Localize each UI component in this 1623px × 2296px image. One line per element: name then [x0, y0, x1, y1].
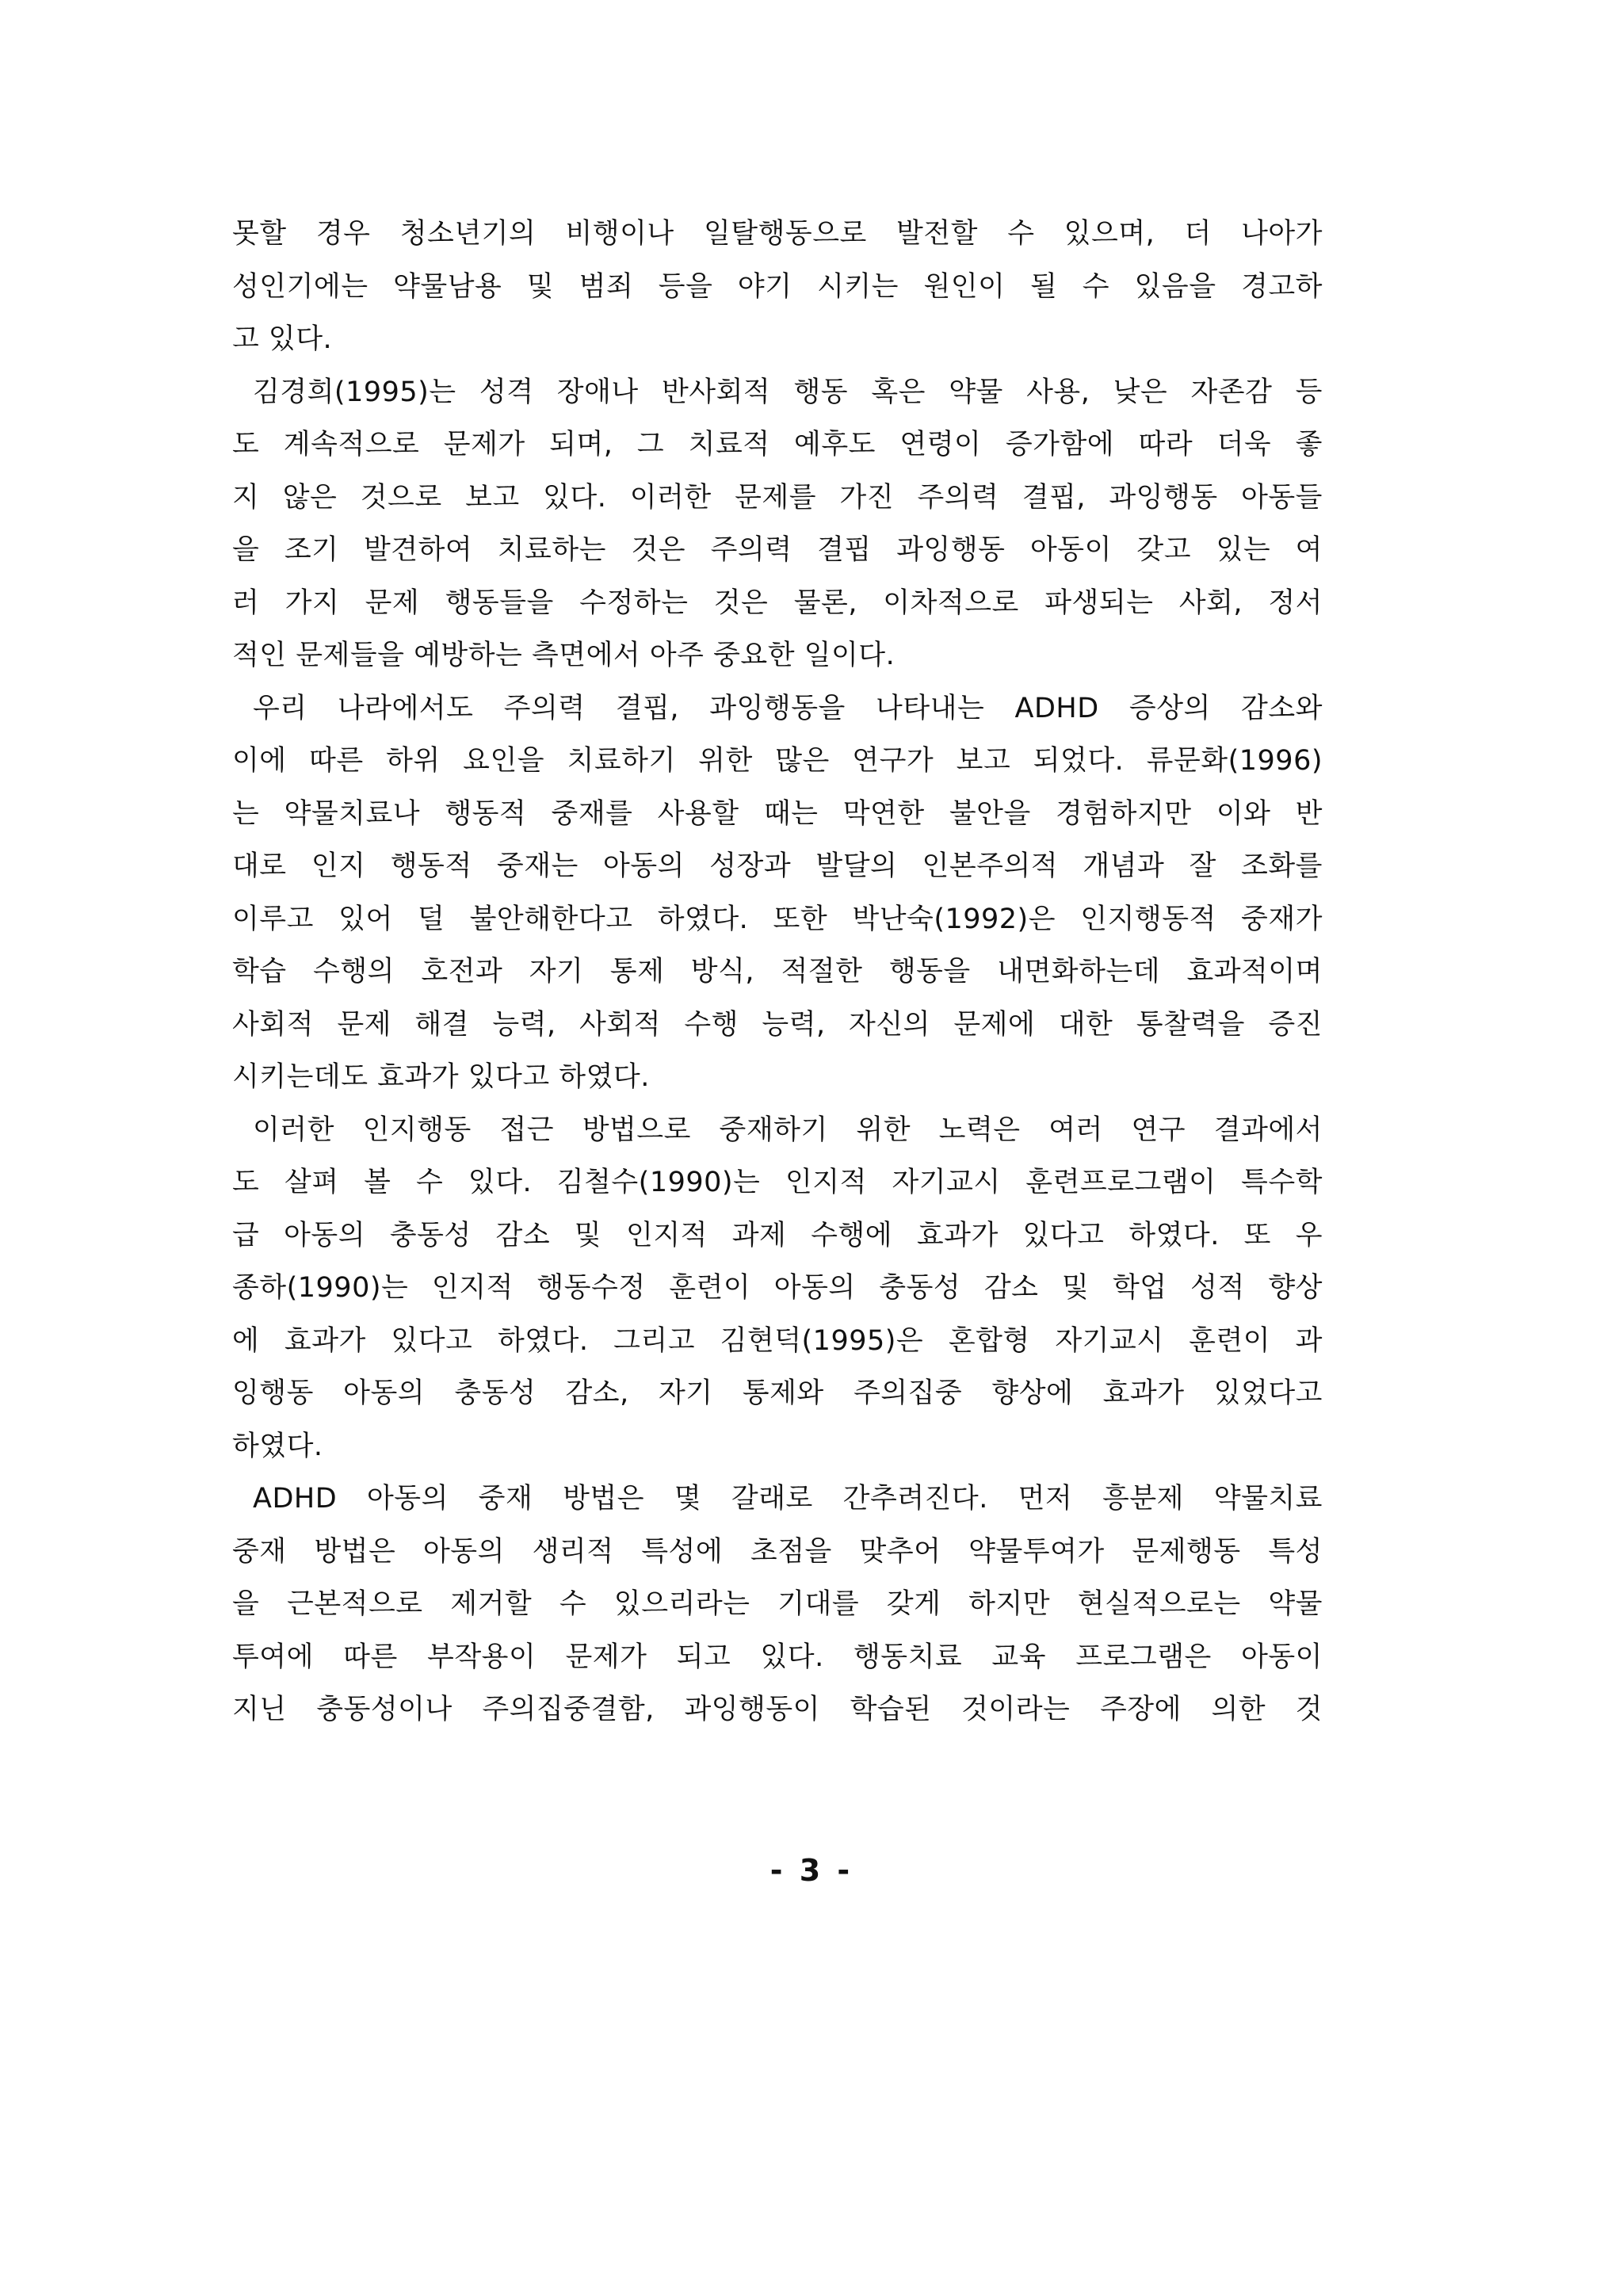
text-line: 도 살펴 볼 수 있다. 김철수(1990)는 인지적 자기교시 훈련프로그램이 특수학	[232, 1167, 1323, 1198]
paragraph-5	[232, 1473, 1323, 1736]
text-line: 지 않은 것으로 보고 있다. 이러한 문제를 가진 주의력 결핍, 과잉행동 아동들	[232, 481, 1323, 514]
text-line: 종하(1990)는 인지적 행동수정 훈련이 아동의 충동성 감소 및 학업 성적 향상	[232, 1272, 1323, 1304]
page-number: - 3 -	[769, 1853, 854, 1888]
text-line: 대로 인지 행동적 중재는 아동의 성장과 발달의 인본주의적 개념과 잘 조화를	[232, 850, 1323, 882]
text-line: 지닌 충동성이나 주의집중결함, 과잉행동이 학습된 것이라는 주장에 의한 것	[232, 1694, 1323, 1725]
text-line: 투여에 따른 부작용이 문제가 되고 있다. 행동치료 교육 프로그램은 아동이	[232, 1641, 1323, 1673]
paragraph-2	[232, 366, 1323, 682]
text-line: 중재 방법은 아동의 생리적 특성에 초점을 맞추어 약물투여가 문제행동 특성	[232, 1535, 1323, 1568]
text-line: 도 계속적으로 문제가 되며, 그 치료적 예후도 연령이 증가함에 따라 더욱 좋	[232, 429, 1323, 460]
text-line: ADHD 아동의 중재 방법은 몇 갈래로 간추려진다. 먼저 흥분제 약물치료	[253, 1483, 1323, 1515]
text-line: 에 효과가 있다고 하였다. 그리고 김현덕(1995)은 혼합형 자기교시 훈련이 과	[232, 1324, 1323, 1357]
text-line: 이에 따른 하위 요인을 치료하기 위한 많은 연구가 보고 되었다. 류문화(1996)	[232, 745, 1323, 777]
text-line: 적인 문제들을 예방하는 측면에서 아주 중요한 일이다.	[232, 640, 896, 671]
text-line: 러 가지 문제 행동들을 수정하는 것은 물론, 이차적으로 파생되는 사회, 정서	[232, 586, 1323, 619]
paragraph-1	[232, 208, 1323, 366]
text-line: 급 아동의 충동성 감소 및 인지적 과제 수행에 효과가 있다고 하였다. 또 우	[232, 1219, 1323, 1251]
text-line: 성인기에는 약물남용 및 범죄 등을 야기 시키는 원인이 될 수 있음을 경고하	[232, 270, 1323, 303]
text-line: 을 근본적으로 제거할 수 있으리라는 기대를 갖게 하지만 현실적으로는 약물	[232, 1588, 1323, 1620]
body-text	[232, 208, 1323, 1736]
text-line: 고 있다.	[232, 323, 333, 355]
text-line: 시키는데도 효과가 있다고 하였다.	[232, 1061, 650, 1093]
paragraph-4	[232, 1104, 1323, 1473]
text-line: 우리 나라에서도 주의력 결핍, 과잉행동을 나타내는 ADHD 증상의 감소와	[253, 692, 1323, 724]
paragraph-3	[232, 682, 1323, 1104]
text-line: 을 조기 발견하여 치료하는 것은 주의력 결핍 과잉행동 아동이 갖고 있는 여	[232, 534, 1323, 566]
text-line: 하였다.	[232, 1430, 323, 1462]
text-line: 학습 수행의 호전과 자기 통제 방식, 적절한 행동을 내면화하는데 효과적이며	[232, 956, 1323, 988]
text-line: 사회적 문제 해결 능력, 사회적 수행 능력, 자신의 문제에 대한 통찰력을 증진	[232, 1008, 1323, 1041]
text-line: 는 약물치료나 행동적 중재를 사용할 때는 막연한 불안을 경험하지만 이와 반	[232, 797, 1323, 830]
text-line: 못할 경우 청소년기의 비행이나 일탈행동으로 발전할 수 있으며, 더 나아가	[232, 218, 1323, 250]
text-line: 잉행동 아동의 충동성 감소, 자기 통제와 주의집중 향상에 효과가 있었다고	[232, 1377, 1323, 1409]
text-line: 김경희(1995)는 성격 장애나 반사회적 행동 혹은 약물 사용, 낮은 자존감 등	[253, 376, 1323, 408]
text-line: 이루고 있어 덜 불안해한다고 하였다. 또한 박난숙(1992)은 인지행동적 중재가	[232, 903, 1323, 935]
text-line: 이러한 인지행동 접근 방법으로 중재하기 위한 노력은 여러 연구 결과에서	[253, 1114, 1323, 1146]
